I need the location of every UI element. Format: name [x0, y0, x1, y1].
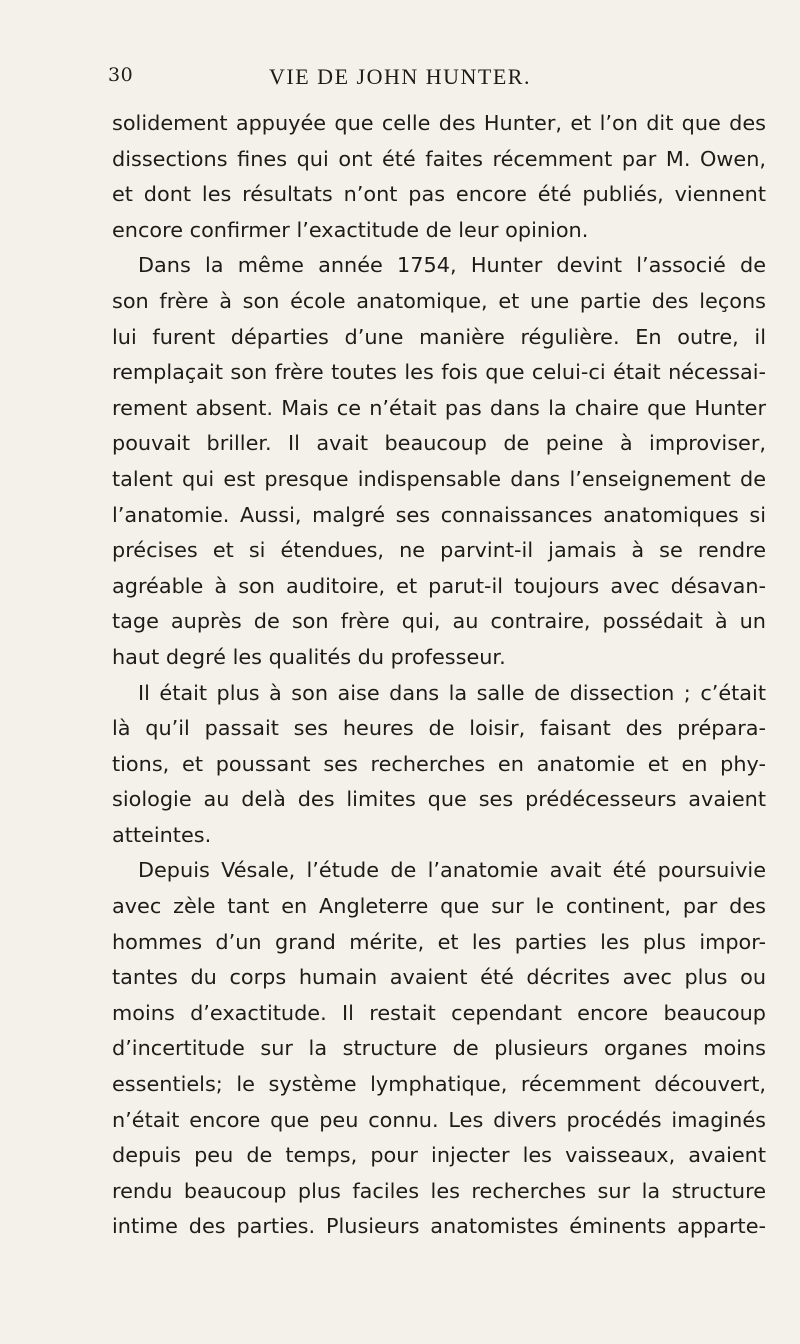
- text-line: là qu’il passait ses heures de loisir, faisant des prépara-: [112, 716, 766, 741]
- text-line: remplaçait son frère toutes les fois que celui-ci était nécessai-: [112, 360, 766, 385]
- text-line: tantes du corps humain avaient été décrites avec plus ou: [112, 965, 766, 990]
- text-line: pouvait briller. Il avait beaucoup de peine à improviser,: [112, 431, 766, 456]
- text-line: rement absent. Mais ce n’était pas dans la chaire que Hunter: [112, 395, 766, 420]
- text-line: dissections fines qui ont été faites récemment par M. Owen,: [112, 146, 766, 171]
- text-line: tions, et poussant ses recherches en anatomie et en phy-: [112, 751, 766, 776]
- text-line: depuis peu de temps, pour injecter les vaisseaux, avaient: [112, 1143, 766, 1168]
- text-line: agréable à son auditoire, et parut-il toujours avec désavan-: [112, 573, 766, 598]
- text-line: Il était plus à son aise dans la salle de dissection ; c’était: [138, 680, 766, 705]
- text-line: n’était encore que peu connu. Les divers procédés imaginés: [112, 1107, 766, 1132]
- page-header: [0, 64, 800, 100]
- text-line: essentiels; le système lymphatique, récemment découvert,: [112, 1072, 766, 1097]
- text-line: précises et si étendues, ne parvint-il jamais à se rendre: [112, 538, 766, 563]
- text-line: Depuis Vésale, l’étude de l’anatomie avait été poursuivie: [138, 858, 766, 883]
- text-line: lui furent départies d’une manière régulière. En outre, il: [112, 324, 766, 349]
- text-line: tage auprès de son frère qui, au contraire, possédait à un: [112, 609, 766, 634]
- text-line: avec zèle tant en Angleterre que sur le continent, par des: [112, 894, 766, 919]
- text-line: atteintes.: [112, 822, 212, 847]
- text-line: encore confirmer l’exactitude de leur opinion.: [112, 217, 589, 242]
- text-line: intime des parties. Plusieurs anatomistes éminents apparte-: [112, 1214, 766, 1239]
- text-line: et dont les résultats n’ont pas encore été publiés, viennent: [112, 182, 766, 207]
- text-line: talent qui est presque indispensable dans l’enseignement de: [112, 466, 766, 491]
- text-line: Dans la même année 1754, Hunter devint l’associé de: [138, 253, 766, 278]
- text-line: solidement appuyée que celle des Hunter, et l’on dit que des: [112, 111, 766, 135]
- text-line: d’incertitude sur la structure de plusieurs organes moins: [112, 1036, 766, 1061]
- text-line: moins d’exactitude. Il restait cependant encore beaucoup: [112, 1000, 766, 1025]
- text-line: son frère à son école anatomique, et une partie des leçons: [112, 288, 766, 313]
- page-number: 30: [108, 64, 134, 86]
- text-line: siologie au delà des limites que ses prédécesseurs avaient: [112, 787, 766, 812]
- running-title: VIE DE JOHN HUNTER.: [269, 64, 531, 89]
- text-line: haut degré les qualités du professeur.: [112, 644, 506, 669]
- text-line: l’anatomie. Aussi, malgré ses connaissances anatomiques si: [112, 502, 766, 527]
- text-line: hommes d’un grand mérite, et les parties les plus impor-: [112, 929, 766, 954]
- text-line: rendu beaucoup plus faciles les recherches sur la structure: [112, 1178, 766, 1203]
- body-text: [112, 106, 766, 1245]
